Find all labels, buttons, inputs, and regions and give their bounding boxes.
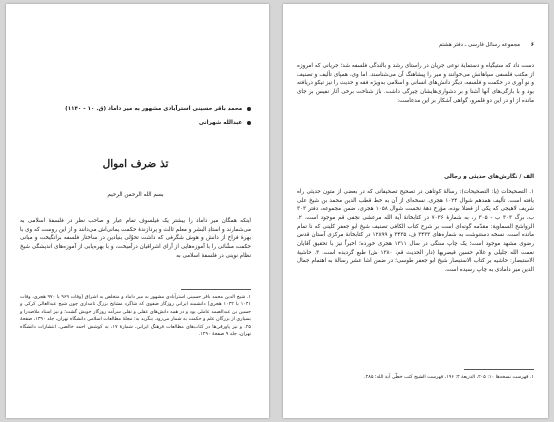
author-name: عبدالله شهرانی xyxy=(198,120,243,126)
author-name: محمد باقر حسینی استرآبادی مشهور به میر داماد (ق. ۱۰ - ۱۱۴۰) xyxy=(65,106,243,112)
footnote xyxy=(20,294,251,339)
body-section-1 xyxy=(297,62,534,106)
author-line xyxy=(20,102,251,116)
footnote xyxy=(297,374,534,381)
footnote-text: ۱. فهرست نسخه‌ها ۱۰: ۲۰۵، الذریعة ۴: ۱۹۶، فهرست الشیخ کتب خطّی آیة الله؛ ۲۸۵. xyxy=(364,375,534,380)
body-text: دست داد که ستیگیاه و دستمایهٔ نوعی جریان در راستای رشد و بالندگی فلسفه شد؛ جریانی که امروزه از مکتب فلسفی سپاهانش می‌خوانند و میر را پیشاهنگ آن می‌شناسند. اما وی، همپای تألیف و تصنیف و نو آوری در حکمت و فلسفه، دیگر دانش‌های انسانی و اسلامی به‌ویژه فقه و حدیث را نیز نیکو دریافته بود و با بازگی‌های آنها آشنا و بر دشواری‌هایشان چیرگی داشت. باز شناخت برخی آثار نفیس بر جای مانده از او در این دو قلمرو، گواهی آشکار بر این مدعاست: xyxy=(297,63,534,104)
section-heading: الف / نگارش‌های حدیثی و رجالی xyxy=(444,174,534,180)
left-page-content xyxy=(20,4,251,418)
body-text: ۱. التصحیحات (یا: التصحیحات): رسالهٔ کوتاهی در تصحیح تصحیفاتی که در بعضی از متون حدیثی راه یافته است. تألیف همدهم شوال ۱۰۲۴ هجری. نسخه‌ای از آن به خط قطب الدین محمد بن شیخ علی شریف لاهیجی که یکی از فضلا بوده، مؤرخ دههٔ نخست شوال ۱۰۵۸ هجری، ضمن مجموعه، دفتر ۳۰۳ ب، برگ ۳۰۳ ب - ۳۰۵ ر، به شمارهٔ ۷۰۳۶ در کتابخانهٔ آیة الله مرعشی نجفی قم موجود است. ۲. الرواشح السماویة: مقدّمه گونه‌ای است بر شرح کتاب الکافی تصنیف شیخ ابو جعفر کلینی که نا تمام مانده است. نسخه دستنوشت به شماره‌های ۳۴۳۳ ف، ۳۴۳۵ و ۱۲۸۹۹ در کتابخانهٔ مرکزی آستان قدس رضوی مشهد موجود است؛ یک چاپ سنگی در سال ۱۳۱۱ هجری خورده؛ اخیراً نیز با تحقیق آقایان نعمت الله جلیلی و غلام حسین قیصریها (دار الحدیث قم، ۱۳۸۰ ش) طبع گردیده است. ۳. حاشیهٔ الاستبصار: حاشیه بر کتاب الاستبصار شیخ ابو جعفر طوسی؛ در ضمن اشا عشر رسالهٔ به اهتمام جمال الدین میر دامادی به چاپ رسیده است. xyxy=(297,189,534,273)
footnote-text: ۱. شیخ الدین محمد باقر حسینی استرآبادی مشهور به میر داماد و متخلص به اشراق (وفات ۹۶۹ یا ۹۷۰ هجری، وفات ۱۰۴۱ یا ۱۰۴۲ هجری) دانشمند ایرانی روزگار صفوی که شاگرد مشایخ بزرگ نامداری چون شیخ عبدالعالی کرکی و حسین بن عبدالصمد عاملی بود و در همه دانش‌های عقلی و نقلی سرآمد روزگار خویش گشت؛ و نیز استاد ملاصدرا و بسیاری از بزرگان علم و حکمت به شمار می‌رود. بنگرید به: مجلهٔ مطالعات اسلامی دانشگاه تهران، جلد ۱۳۹۰، صفحهٔ ۲۵. و نیز پاورقی‌ها در کتاب‌های مطالعات فرهنگ ایرانی، شمارهٔ ۱۷، به کوشش احمد خالصی، انتشارات دانشگاه تهران، جلد ۹ صفحهٔ ۱۲۹۰. xyxy=(20,295,251,338)
intro-paragraph xyxy=(20,217,251,261)
basmala: بسم الله الرحمن الرحیم xyxy=(107,192,164,198)
right-page xyxy=(283,4,548,418)
author-line xyxy=(20,116,251,130)
left-page xyxy=(6,4,269,418)
running-header xyxy=(297,42,534,54)
author-list xyxy=(20,102,251,130)
footnote-divider xyxy=(181,289,251,290)
bullet-icon xyxy=(247,107,251,111)
footnote-divider xyxy=(464,369,534,370)
body-text: اینکه همگان میر داماد را بیشتر یک فیلسوف تمام عیار و صاحب نظر در فلسفهٔ اسلامی به می‌شمارند و استادِ البشر و معلم ثالث و پردازندهٔ حکمت یمانی‌اش می‌دانند و از این روست که وی با بهرهٔ فراخ از دانش و هوش شگرفی که داشت تحوّلی بنیادین در ساختار فلسفه برانگیخت و مبانی حکمت مشّائی را با آموزه‌هایی از آرای اشراقیان درآمیخت، و با بهره‌یابی از آموزه‌های اندیشگی شیخ نظام نوینی در فلسفهٔ اسلامی به xyxy=(20,218,251,259)
bullet-icon xyxy=(247,121,251,125)
treatise-title: تذ ضرف اموال xyxy=(102,158,169,170)
right-page-content xyxy=(297,4,534,418)
body-section-2 xyxy=(297,188,534,276)
running-title: مجموعه رسائل فارسی ـ دفتر هشتم xyxy=(438,42,520,48)
page-number: ۶ xyxy=(530,42,534,48)
